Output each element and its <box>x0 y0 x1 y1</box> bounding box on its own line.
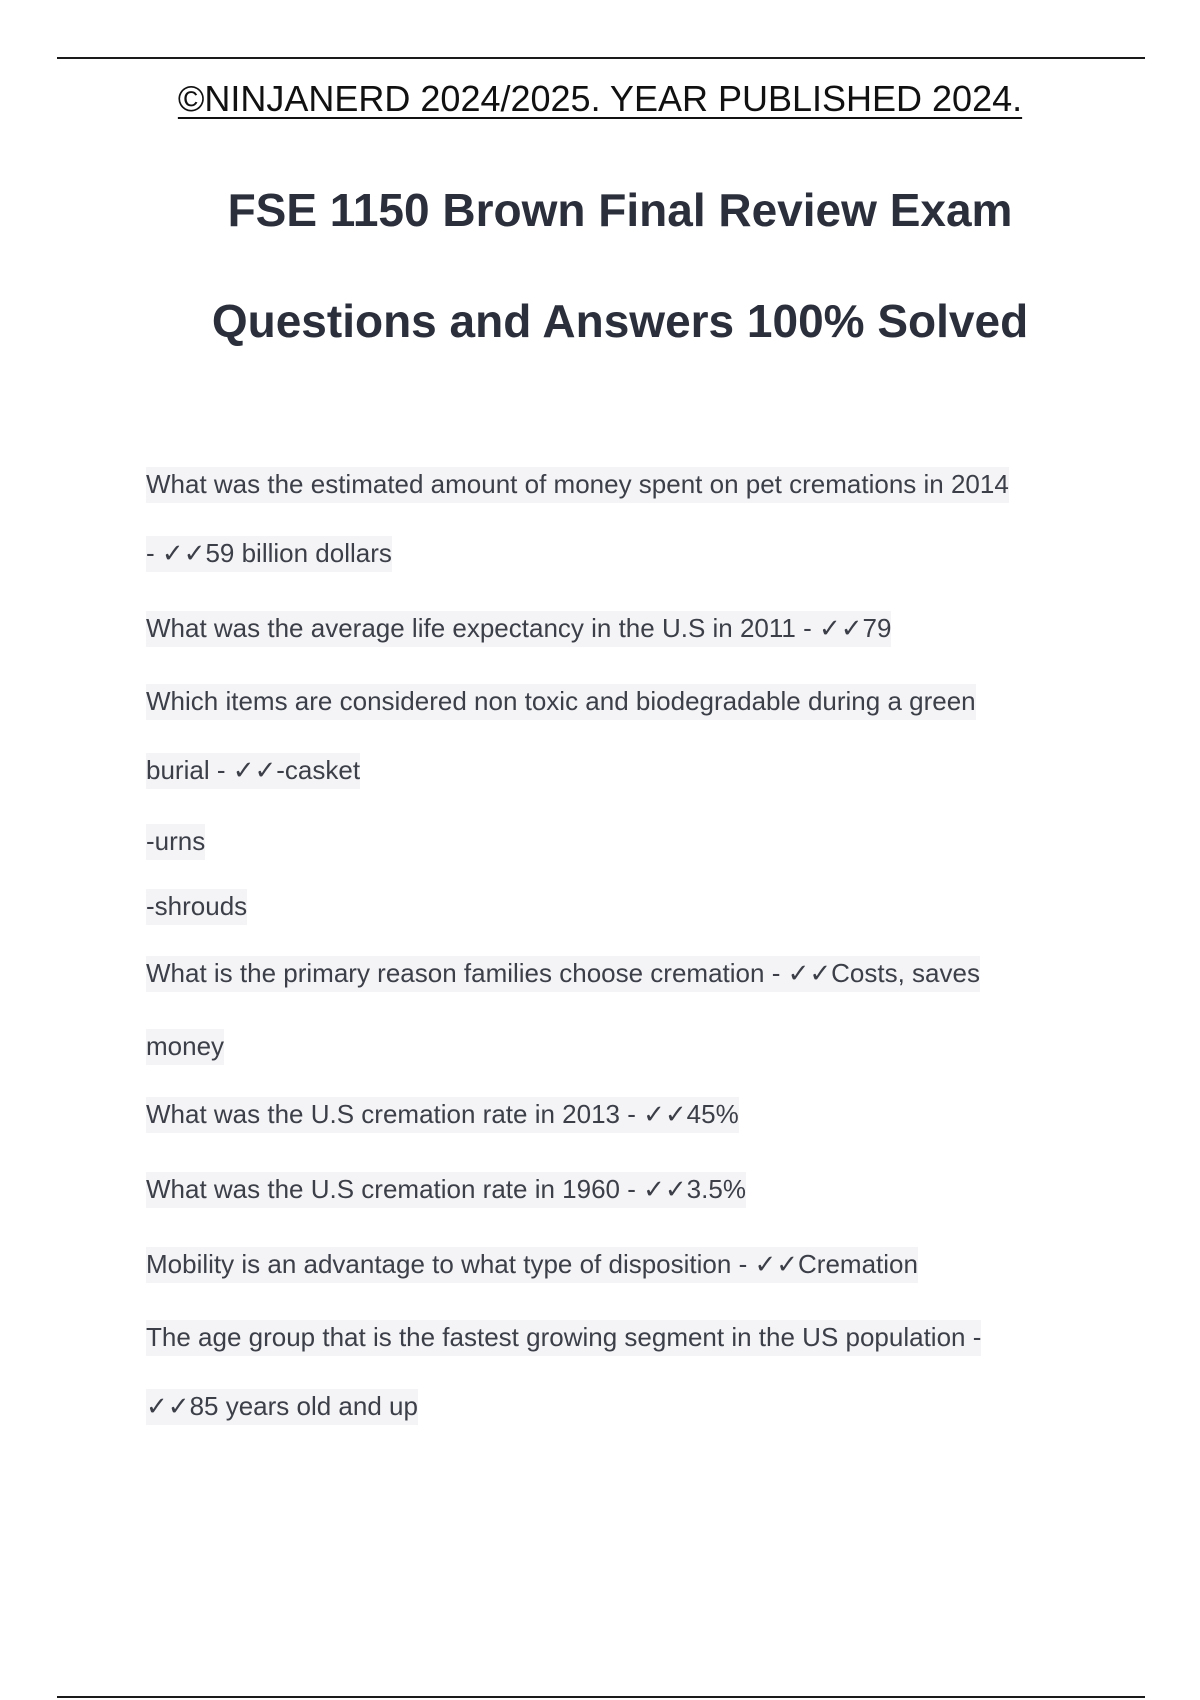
question-line: The age group that is the fastest growing segment in the US population - <box>146 1322 981 1353</box>
document-title-line-2: Questions and Answers 100% Solved <box>211 295 1029 347</box>
answer-line: -shrouds <box>146 891 247 922</box>
document-title-line-1: FSE 1150 Brown Final Review Exam <box>227 184 1013 236</box>
answer-line: ✓✓85 years old and up <box>146 1391 418 1422</box>
question-line: What was the U.S cremation rate in 1960 - ✓✓3.5% <box>146 1174 746 1205</box>
top-rule <box>57 57 1145 59</box>
question-line: What was the estimated amount of money spent on pet cremations in 2014 <box>146 469 1009 500</box>
question-line: Which items are considered non toxic and biodegradable during a green <box>146 686 976 717</box>
question-line: Mobility is an advantage to what type of disposition - ✓✓Cremation <box>146 1249 918 1280</box>
question-line: What was the average life expectancy in the U.S in 2011 - ✓✓79 <box>146 613 891 644</box>
copyright-header <box>0 78 1200 120</box>
answer-line: - ✓✓59 billion dollars <box>146 538 392 569</box>
question-line: What was the U.S cremation rate in 2013 - ✓✓45% <box>146 1099 739 1130</box>
answer-line: burial - ✓✓-casket <box>146 755 360 786</box>
question-line: What is the primary reason families choose cremation - ✓✓Costs, saves <box>146 958 980 989</box>
answer-line: money <box>146 1031 224 1062</box>
answer-line: -urns <box>146 826 205 857</box>
bottom-rule <box>57 1696 1145 1698</box>
copyright-text: ©NINJANERD 2024/2025. YEAR PUBLISHED 2024. <box>177 78 1023 119</box>
